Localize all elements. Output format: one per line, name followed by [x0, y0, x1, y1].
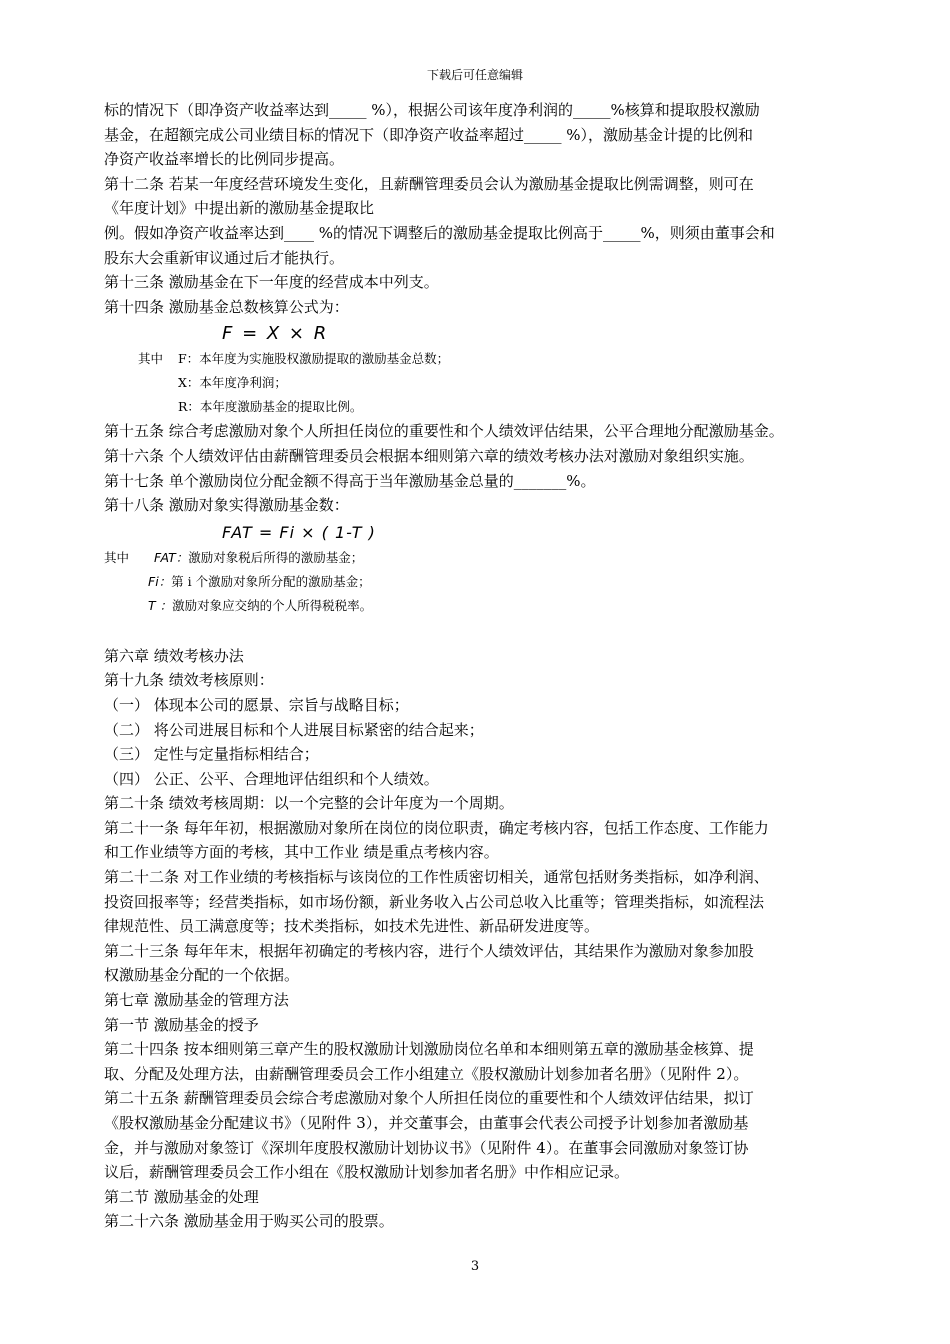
- note-item: X：本年度净利润；: [178, 375, 287, 391]
- note-lead: 其中: [138, 351, 164, 367]
- formula-fund-total: F = X × R: [222, 323, 329, 345]
- note-item: 激励对象应交纳的个人所得税税率。: [172, 597, 373, 613]
- paragraph-block-mid: [104, 419, 864, 517]
- chapter-heading: 第六章 绩效考核办法: [104, 646, 244, 665]
- note-symbol: T ：: [148, 597, 173, 613]
- list-item: （二） 将公司进展目标和个人进展目标紧密的结合起来；: [104, 720, 484, 739]
- formula-fund-total-notes: [104, 347, 864, 419]
- text-line: 金，并与激励对象签订《深圳年度股权激励计划协议书》（见附件 4）。在董事会同激励对象签订协: [104, 1138, 749, 1157]
- text-line: 投资回报率等；经营类指标，如市场份额，新业务收入占公司总收入比重等；管理类指标，如流程法: [104, 892, 765, 911]
- text-line: 例。假如净资产收益率达到____ %的情况下调整后的激励基金提取比例高于_____%，则须由董事会和: [104, 223, 775, 242]
- section-heading: 第二节 激励基金的处理: [104, 1187, 259, 1206]
- text-line: 第十四条 激励基金总数核算公式为：: [104, 297, 349, 316]
- text-line: 第十九条 绩效考核原则：: [104, 671, 274, 690]
- text-line: 净资产收益率增长的比例同步提高。: [104, 150, 345, 169]
- text-line: 第十三条 激励基金在下一年度的经营成本中列支。: [104, 273, 439, 292]
- page-number: 3: [470, 1259, 480, 1274]
- text-line: 《年度计划》中提出新的激励基金提取比: [104, 199, 375, 218]
- text-line: 第十七条 单个激励岗位分配金额不得高于当年激励基金总量的_______%。: [104, 471, 596, 490]
- list-item: （三） 定性与定量指标相结合；: [104, 745, 319, 764]
- list-item: （四） 公正、公平、合理地评估组织和个人绩效。: [104, 769, 439, 788]
- list-item: （一） 体现本公司的愿景、宗旨与战略目标；: [104, 695, 409, 714]
- text-line: 基金，在超额完成公司业绩目标的情况下（即净资产收益率超过_____ %），激励基金计提的比例和: [104, 125, 754, 144]
- document-body: [104, 98, 864, 1234]
- text-line: 和工作业绩等方面的考核，其中工作业 绩是重点考核内容。: [104, 843, 499, 862]
- text-line: 第十六条 个人绩效评估由薪酬管理委员会根据本细则第六章的绩效考核办法对激励对象组织实施。: [104, 446, 754, 465]
- text-line: 第二十条 绩效考核周期：以一个完整的会计年度为一个周期。: [104, 794, 514, 813]
- formula-net-fund-notes: [104, 546, 864, 618]
- note-lead: 其中: [104, 549, 130, 565]
- paragraph-block-bottom: [104, 644, 864, 1234]
- formula-net-fund: FAT = Fi × ( 1-T ): [222, 522, 376, 542]
- chapter-heading: 第七章 激励基金的管理方法: [104, 991, 289, 1010]
- text-line: 议后，薪酬管理委员会工作小组在《股权激励计划参加者名册》中作相应记录。: [104, 1163, 630, 1182]
- text-line: 第二十三条 每年年末，根据年初确定的考核内容，进行个人绩效评估，其结果作为激励对象参加股: [104, 941, 754, 960]
- note-symbol: Fi：: [148, 573, 172, 589]
- text-line: 标的情况下（即净资产收益率达到_____ %），根据公司该年度净利润的_____%核算和提取股权激励: [104, 101, 760, 119]
- note-symbol: FAT：: [154, 549, 189, 565]
- page-header: 下载后可任意编辑: [426, 68, 523, 82]
- text-line: 《股权激励基金分配建议书》（见附件 3），并交董事会，由董事会代表公司授予计划参加者激励基: [104, 1114, 749, 1132]
- text-line: 第二十二条 对工作业绩的考核指标与该岗位的工作性质密切相关，通常包括财务类指标，如净利润、: [104, 868, 769, 887]
- note-item: R：本年度激励基金的提取比例。: [178, 399, 363, 415]
- text-line: 第十八条 激励对象实得激励基金数：: [104, 496, 349, 515]
- text-line: 第十二条 若某一年度经营环境发生变化，且薪酬管理委员会认为激励基金提取比例需调整，则可在: [104, 174, 754, 193]
- text-line: 第二十一条 每年年初，根据激励对象所在岗位的岗位职责，确定考核内容，包括工作态度、工作能力: [104, 818, 769, 837]
- text-line: 第二十四条 按本细则第三章产生的股权激励计划激励岗位名单和本细则第五章的激励基金核算、提: [104, 1040, 754, 1059]
- text-line: 第十五条 综合考虑激励对象个人所担任岗位的重要性和个人绩效评估结果，公平合理地分配激励基金。: [104, 422, 784, 441]
- text-line: 权激励基金分配的一个依据。: [104, 966, 300, 985]
- text-line: 取、分配及处理方法，由薪酬管理委员会工作小组建立《股权激励计划参加者名册》（见附件 2）。: [104, 1064, 749, 1083]
- text-line: 第二十六条 激励基金用于购买公司的股票。: [104, 1212, 394, 1231]
- section-heading: 第一节 激励基金的授予: [104, 1015, 259, 1034]
- text-line: 律规范性、员工满意度等；技术类指标，如技术先进性、新品研发进度等。: [104, 917, 600, 936]
- note-item: 第 i 个激励对象所分配的激励基金；: [171, 573, 371, 589]
- note-item: 激励对象税后所得的激励基金；: [188, 549, 364, 565]
- text-line: 第二十五条 薪酬管理委员会综合考虑激励对象个人所担任岗位的重要性和个人绩效评估结果，拟订: [104, 1089, 754, 1108]
- paragraph-block-top: [104, 98, 864, 319]
- text-line: 股东大会重新审议通过后才能执行。: [104, 248, 345, 267]
- note-item: F：本年度为实施股权激励提取的激励基金总数；: [178, 351, 450, 367]
